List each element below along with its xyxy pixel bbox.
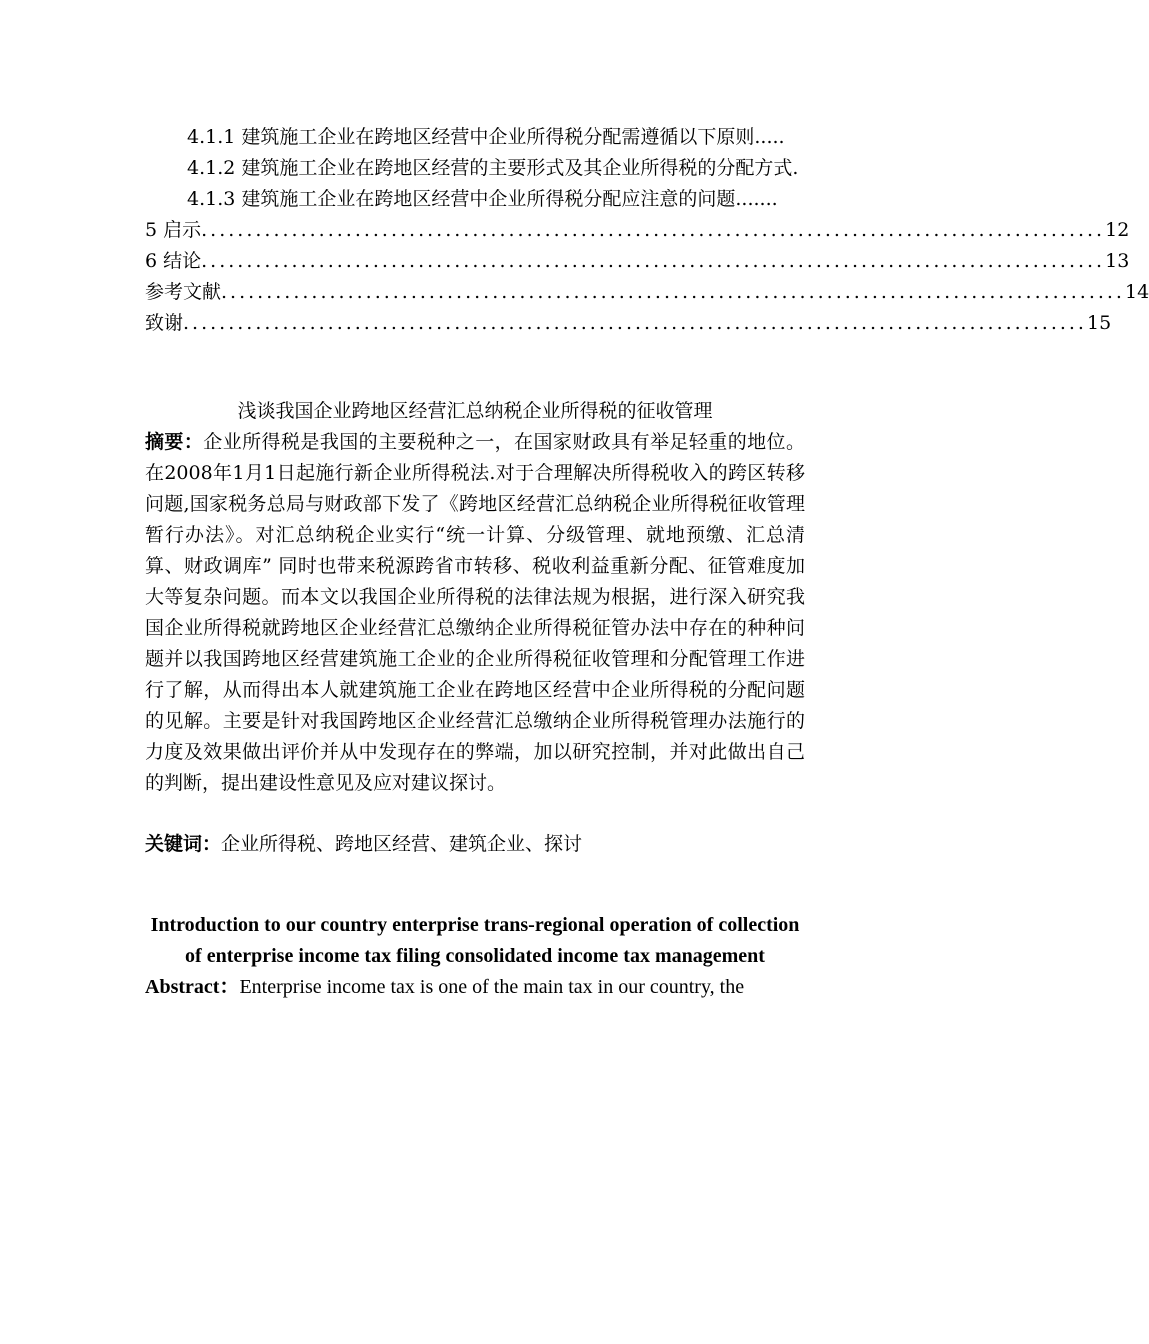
toc-row[interactable] (145, 215, 1130, 246)
toc-leader-dots: .................................................................................................... (201, 250, 1106, 272)
toc-subitems (145, 122, 805, 215)
toc-subitem[interactable]: 4.1.1 建筑施工企业在跨地区经营中企业所得税分配需遵循以下原则..... (187, 126, 785, 148)
english-abstract (145, 972, 805, 1003)
toc-row-title: 参考文献 (145, 281, 222, 303)
toc-rows (145, 215, 1149, 339)
keywords (145, 829, 805, 860)
english-abstract-text: Enterprise income tax is one of the main tax in our country, the (239, 976, 745, 998)
toc-row[interactable] (145, 308, 1112, 339)
toc-subitem[interactable]: 4.1.3 建筑施工企业在跨地区经营中企业所得税分配应注意的问题....... (187, 188, 778, 210)
english-abstract-label: Abstract： (145, 976, 240, 998)
toc-row-title: 致谢 (145, 312, 184, 334)
toc-row[interactable] (145, 246, 1130, 277)
toc-row-title: 5 启示 (145, 219, 202, 241)
keywords-text: 企业所得税、跨地区经营、建筑企业、探讨 (221, 833, 583, 855)
document-page (145, 122, 1149, 1003)
toc-row-title: 6 结论 (145, 250, 202, 272)
toc-subitem[interactable]: 4.1.2 建筑施工企业在跨地区经营的主要形式及其企业所得税的分配方式. (187, 157, 799, 179)
toc-row-page: 15 (1086, 312, 1112, 334)
abstract-text: 企业所得税是我国的主要税种之一，在国家财政具有举足轻重的地位。在2008年1月1日起施行新企业所得税法.对于合理解决所得税收入的跨区转移问题,国家税务总局与财政部下发了《跨地区经营汇总纳税企业所得税征收管理暂行办法》。对汇总纳税企业实行“统一计算、分级管理、就地预缴、汇总清算、财政调库” 同时也带来税源跨省市转移、税收利益重新分配、征管难度加大等复杂问题。而本文以我国企业所得税的法律法规为根据，进行深入研究我国企业所得税就跨地区企业经营汇总缴纳企业所得税征管办法中存在的种种问题并以我国跨地区经营建筑施工企业的企业所得税征收管理和分配管理工作进行了解，从而得出本人就建筑施工企业在跨地区经营中企业所得税的分配问题的见解。主要是针对我国跨地区企业经营汇总缴纳企业所得税管理办法施行的力度及效果做出评价并从中发现存在的弊端，加以研究控制，并对此做出自己的判断，提出建设性意见及应对建议探讨。 (145, 431, 805, 794)
chinese-title: 浅谈我国企业跨地区经营汇总纳税企业所得税的征收管理 (237, 400, 713, 422)
toc-leader-dots: .................................................................................................... (221, 281, 1125, 303)
toc-row[interactable] (145, 277, 1149, 308)
toc-row-page: 14 (1124, 281, 1149, 303)
toc-row-page: 13 (1105, 250, 1130, 272)
chinese-abstract (145, 427, 805, 799)
english-title: Introduction to our country enterprise trans-regional operation of collection of enterprise income tax filing consolidated income tax management (150, 914, 800, 967)
abstract-label: 摘要： (145, 431, 204, 453)
toc-leader-dots: .................................................................................................... (201, 219, 1106, 241)
toc-row-page: 12 (1105, 219, 1130, 241)
keywords-label: 关键词： (145, 833, 222, 855)
toc-leader-dots: .................................................................................................... (183, 312, 1087, 334)
